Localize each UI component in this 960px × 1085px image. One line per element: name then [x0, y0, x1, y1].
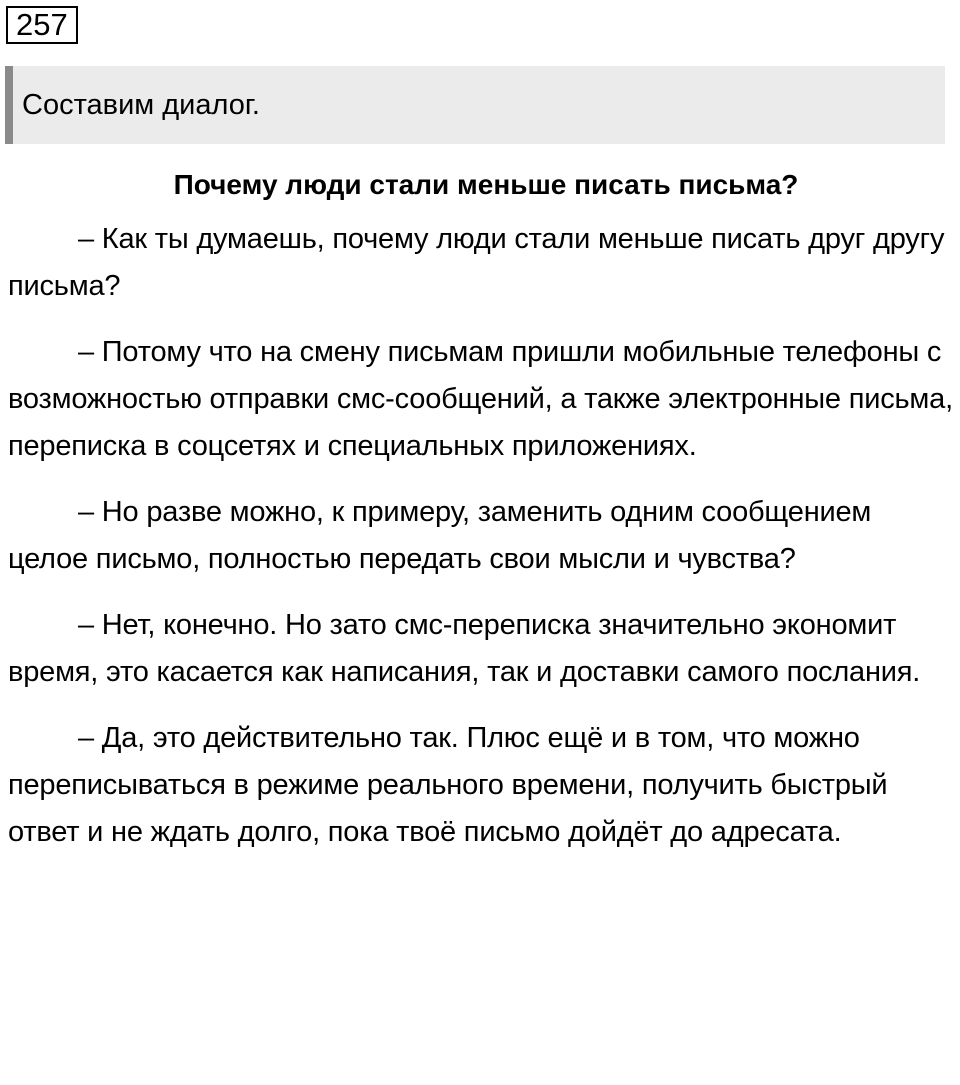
- dialog-content: [8, 160, 954, 875]
- dialog-title: Почему люди стали меньше писать письма?: [173, 169, 799, 200]
- exercise-number: 257: [6, 6, 78, 44]
- dialog-line-4: – Нет, конечно. Но зато смс-переписка значительно экономит время, это касается как написания, так и доставки самого послания.: [8, 609, 921, 688]
- dialog-line-3: – Но разве можно, к примеру, заменить одним сообщением целое письмо, полностью передать свои мысли и чувства?: [8, 496, 872, 575]
- dialog-line-5: – Да, это действительно так. Плюс ещё и в том, что можно переписываться в режиме реального времени, получить быстрый ответ и не ждать долго, пока твоё письмо дойдёт до адресата.: [8, 722, 888, 848]
- dialog-line-2: – Потому что на смену письмам пришли мобильные телефоны с возможностью отправки смс-сообщений, а также электронные письма, переписка в соцсетях и специальных приложениях.: [8, 336, 953, 462]
- task-instruction: Составим диалог.: [5, 66, 945, 144]
- dialog-line-1: – Как ты думаешь, почему люди стали меньше писать друг другу письма?: [8, 223, 945, 302]
